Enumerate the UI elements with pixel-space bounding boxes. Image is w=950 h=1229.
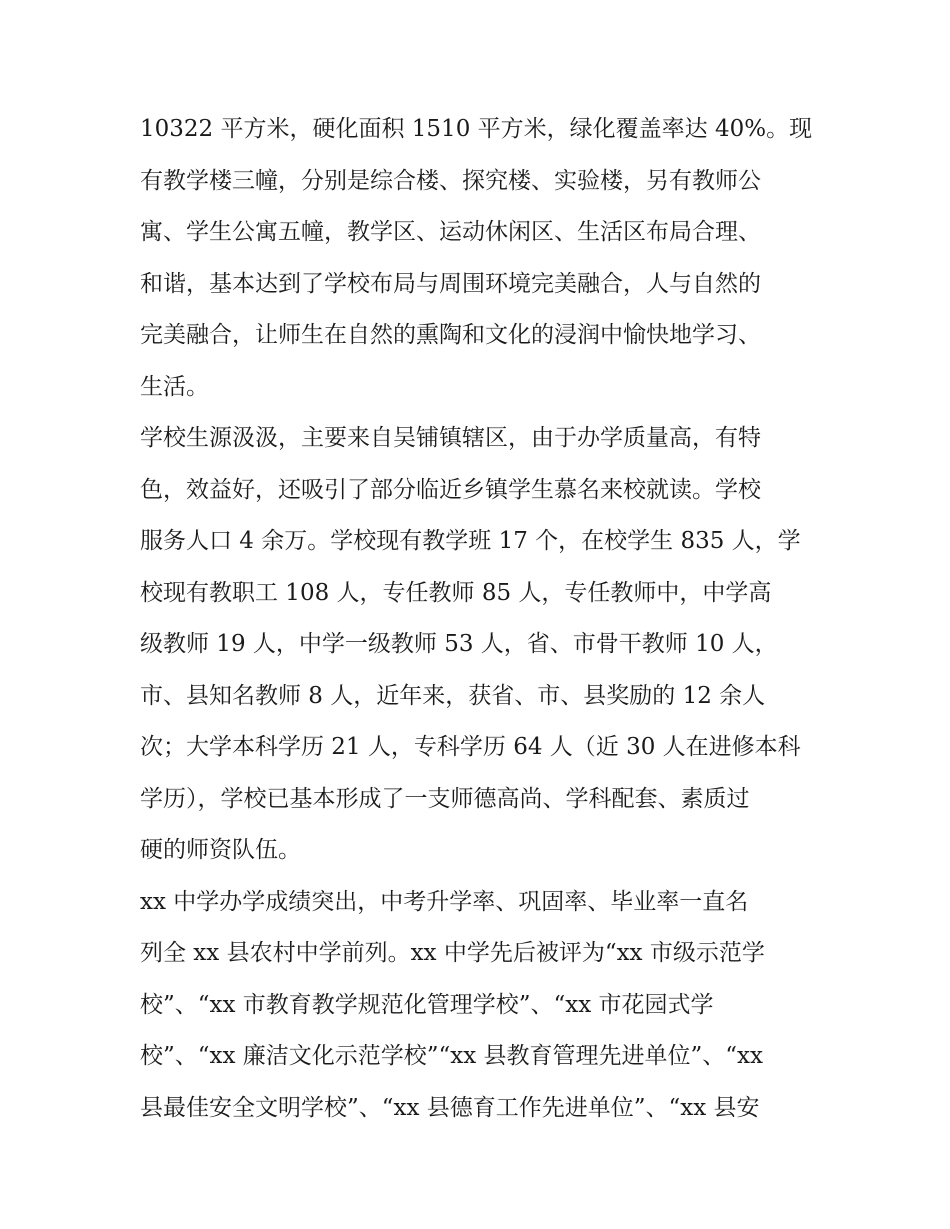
text-line: 寓、学生公寓五幢，教学区、运动休闲区、生活区布局合理、 (140, 219, 761, 245)
text-line: 校现有教职工 108 人，专任教师 85 人，专任教师中，中学高 (140, 579, 772, 606)
text-line: 服务人口 4 余万。学校现有教学班 17 个，在校学生 835 人，学 (140, 528, 801, 554)
paragraph-campus-facilities (140, 107, 820, 416)
text-line: 10322 平方米，硬化面积 1510 平方米，绿化覆盖率达 40%。现 (140, 116, 813, 142)
text-line: 校”、“xx 市教育教学规范化管理学校”、“xx 市花园式学 (140, 991, 714, 1018)
text-line: 列全 xx 县农村中学前列。xx 中学先后被评为“xx 市级示范学 (140, 940, 765, 966)
text-line: 校”、“xx 廉洁文化示范学校”“xx 县教育管理先进单位”、“xx (140, 1043, 763, 1069)
text-line: 生活。 (140, 373, 209, 400)
text-line: 市、县知名教师 8 人，近年来，获省、市、县奖励的 12 余人 (140, 682, 766, 709)
text-line: 次；大学本科学历 21 人，专科学历 64 人（近 30 人在进修本科 (140, 734, 801, 760)
paragraph-students-teachers (140, 416, 820, 880)
text-line: 和谐，基本达到了学校布局与周围环境完美融合，人与自然的 (140, 270, 761, 297)
text-line: xx 中学办学成绩突出，中考升学率、巩固率、毕业率一直名 (140, 888, 749, 915)
body-text (140, 107, 820, 1137)
text-line: 县最佳安全文明学校”、“xx 县德育工作先进单位”、“xx 县安 (140, 1094, 760, 1121)
text-line: 有教学楼三幢，分别是综合楼、探究楼、实验楼，另有教师公 (140, 167, 761, 194)
text-line: 色，效益好，还吸引了部分临近乡镇学生慕名来校就读。学校 (140, 476, 761, 503)
text-line: 级教师 19 人，中学一级教师 53 人，省、市骨干教师 10 人， (140, 631, 778, 657)
text-line: 完美融合，让师生在自然的熏陶和文化的浸润中愉快地学习、 (140, 322, 761, 348)
text-line: 学历），学校已基本形成了一支师德高尚、学科配套、素质过 (140, 785, 750, 812)
text-line: 学校生源汲汲，主要来自吴铺镇辖区，由于办学质量高，有特 (140, 425, 761, 451)
paragraph-achievements (140, 880, 820, 1138)
text-line: 硬的师资队伍。 (140, 837, 301, 863)
